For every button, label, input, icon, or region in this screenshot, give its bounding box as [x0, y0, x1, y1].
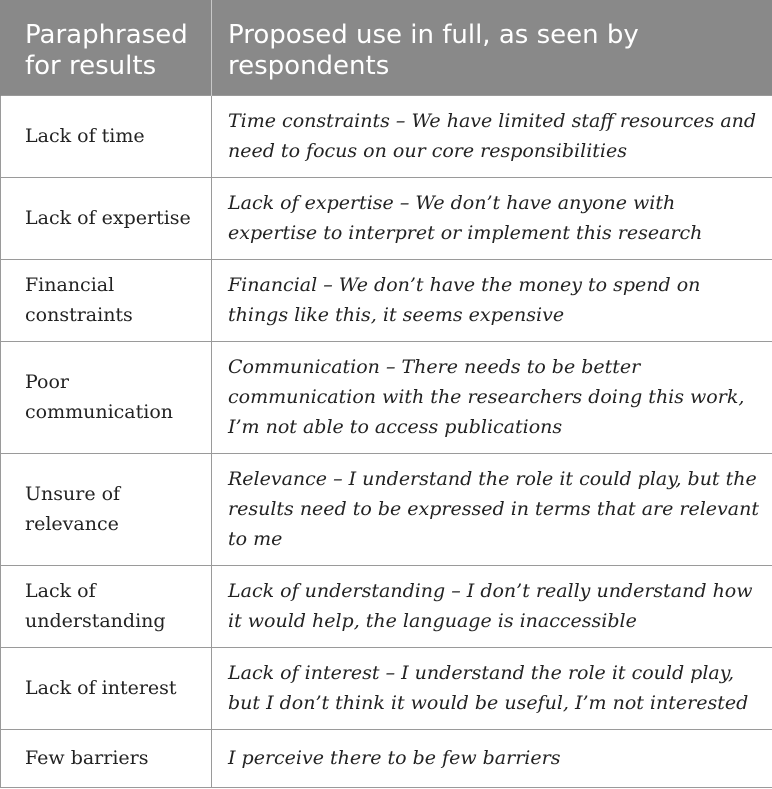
cell-paraphrased: Lack of expertise — [1, 177, 212, 259]
cell-paraphrased: Lack of understanding — [1, 565, 212, 647]
cell-full-description: Financial – We don’t have the money to spend on things like this, it seems expensive — [212, 259, 772, 341]
cell-full-description: I perceive there to be few barriers — [212, 729, 772, 787]
table-row — [1, 341, 772, 453]
cell-full-description: Lack of interest – I understand the role it could play, but I don’t think it would be useful, I’m not interested — [212, 647, 772, 729]
cell-paraphrased: Lack of interest — [1, 647, 212, 729]
table-row — [1, 177, 772, 259]
header-paraphrased: Paraphrased for results — [1, 0, 212, 95]
cell-paraphrased: Few barriers — [1, 729, 212, 787]
table-row — [1, 729, 772, 787]
cell-full-description: Lack of expertise – We don’t have anyone with expertise to interpret or implement this research — [212, 177, 772, 259]
header-row — [1, 0, 772, 95]
cell-paraphrased: Poor communication — [1, 341, 212, 453]
table-row — [1, 259, 772, 341]
cell-full-description: Time constraints – We have limited staff resources and need to focus on our core responsibilities — [212, 95, 772, 177]
table-row — [1, 95, 772, 177]
table-row — [1, 647, 772, 729]
cell-paraphrased: Unsure of relevance — [1, 453, 212, 565]
table-row — [1, 565, 772, 647]
cell-full-description: Communication – There needs to be better communication with the researchers doing this work, I’m not able to access publications — [212, 341, 772, 453]
cell-paraphrased: Financial constraints — [1, 259, 212, 341]
cell-paraphrased: Lack of time — [1, 95, 212, 177]
cell-full-description: Relevance – I understand the role it could play, but the results need to be expressed in terms that are relevant to me — [212, 453, 772, 565]
cell-full-description: Lack of understanding – I don’t really understand how it would help, the language is inaccessible — [212, 565, 772, 647]
table-row — [1, 453, 772, 565]
header-proposed-use: Proposed use in full, as seen by respondents — [212, 0, 772, 95]
